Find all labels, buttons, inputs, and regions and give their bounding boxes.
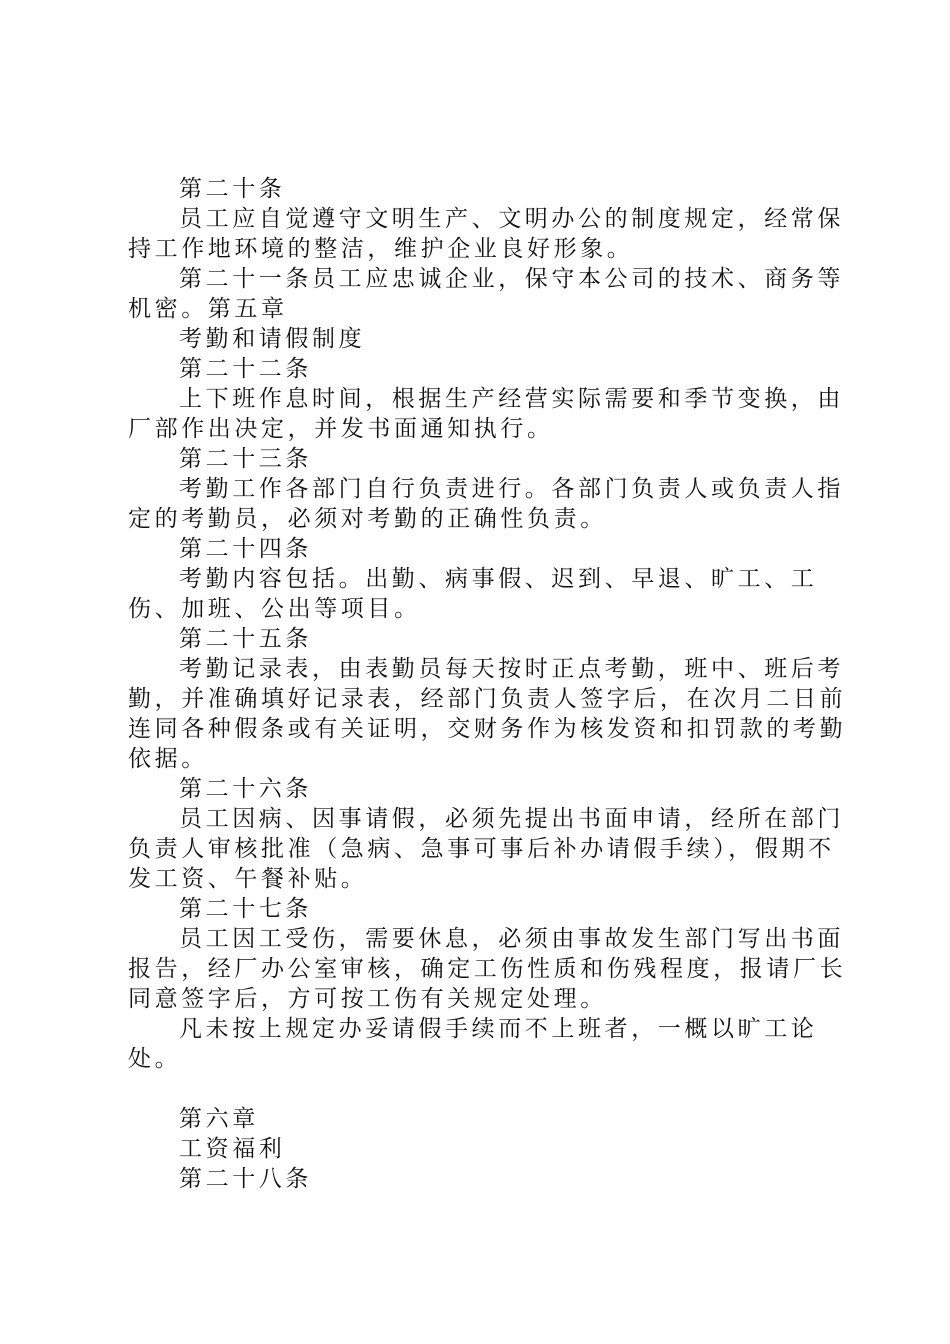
document-body: [128, 174, 858, 1194]
article-heading-26: 第二十六条: [179, 776, 312, 802]
article-26-text: 员工因病、因事请假，必须先提出书面申请，经所在部门负责人审核批准（急病、急事可事后补办请假手续），假期不发工资、午餐补贴。: [128, 806, 844, 892]
article-23-text: 考勤工作各部门自行负责进行。各部门负责人或负责人指定的考勤员，必须对考勤的正确性负责。: [128, 476, 844, 532]
article-heading-27: 第二十七条: [179, 896, 312, 922]
article-25-text: 考勤记录表，由表勤员每天按时正点考勤，班中、班后考勤，并准确填好记录表，经部门负责人签字后，在次月二日前连同各种假条或有关证明，交财务作为核发资和扣罚款的考勤依据。: [128, 656, 847, 772]
chapter-6-heading: 第六章: [179, 1106, 259, 1132]
article-heading-25: 第二十五条: [179, 626, 312, 652]
chapter-6-title: 工资福利: [179, 1136, 286, 1162]
article-heading-20: 第二十条: [179, 176, 286, 202]
chapter-5-title: 考勤和请假制度: [179, 326, 366, 352]
article-heading-22: 第二十二条: [179, 356, 312, 382]
article-27-text: 员工因工受伤，需要休息，必须由事故发生部门写出书面报告，经厂办公室审核，确定工伤性质和伤残程度，报请厂长同意签字后，方可按工伤有关规定处理。: [128, 926, 847, 1012]
absence-rule-text: 凡未按上规定办妥请假手续而不上班者，一概以旷工论处。: [128, 1016, 818, 1072]
article-heading-24: 第二十四条: [179, 536, 312, 562]
article-20-text: 员工应自觉遵守文明生产、文明办公的制度规定，经常保持工作地环境的整洁，维护企业良好形象。: [128, 206, 844, 262]
article-21-text: 第二十一条员工应忠诚企业，保守本公司的技术、商务等机密。第五章: [128, 266, 844, 322]
article-heading-28: 第二十八条: [179, 1166, 312, 1192]
paragraph-spacer: [128, 1074, 858, 1104]
article-22-text: 上下班作息时间，根据生产经营实际需要和季节变换，由厂部作出决定，并发书面通知执行。: [128, 386, 844, 442]
article-heading-23: 第二十三条: [179, 446, 312, 472]
article-24-text: 考勤内容包括。出勤、病事假、迟到、早退、旷工、工伤、加班、公出等项目。: [128, 566, 818, 622]
